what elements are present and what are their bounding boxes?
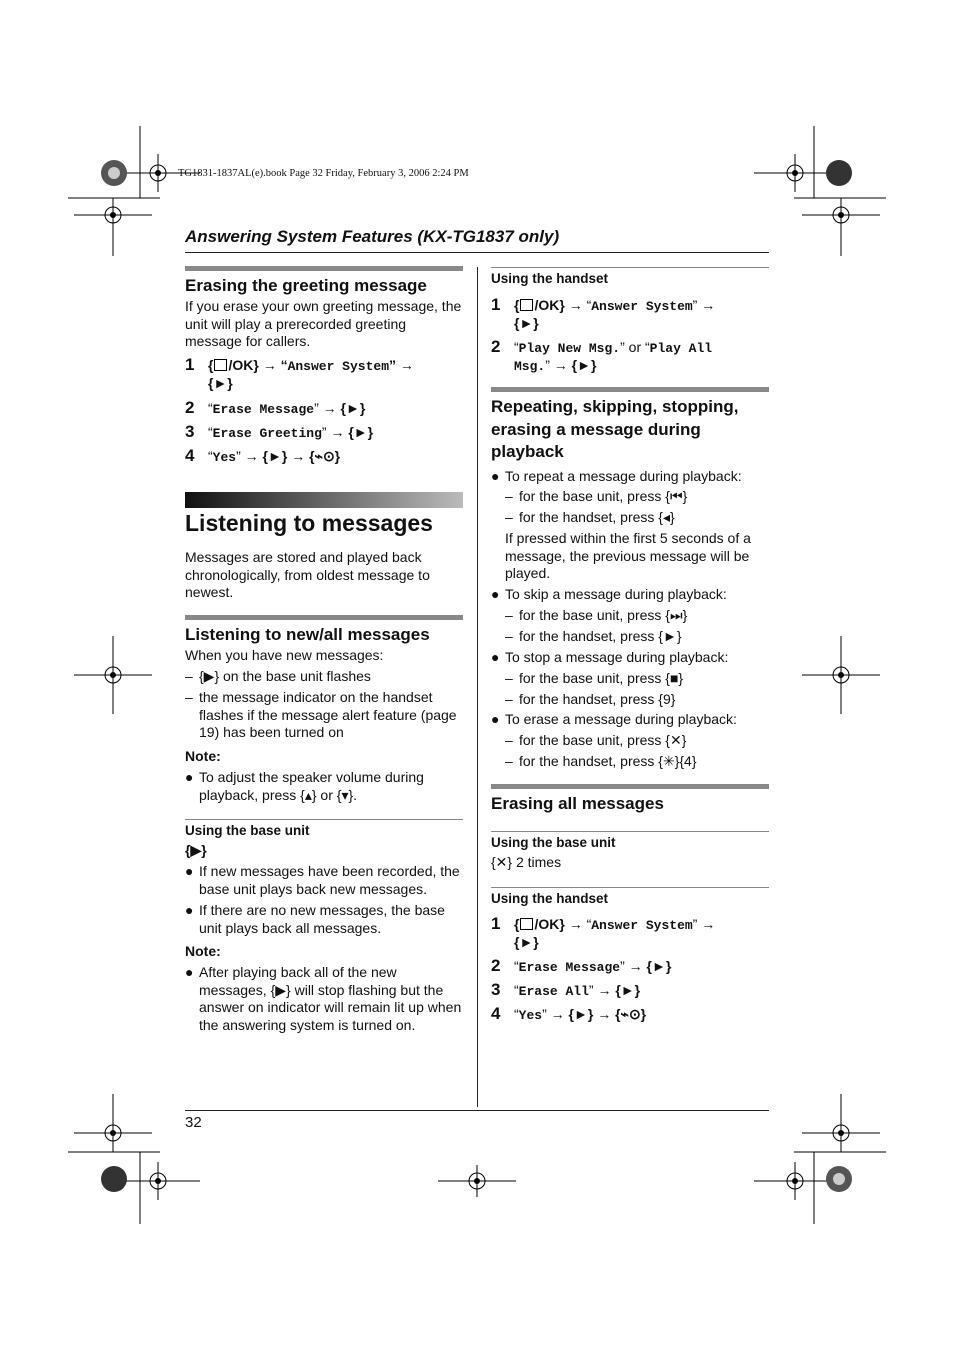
heading-listening: Listening to messages bbox=[185, 510, 433, 536]
repeat-note: If pressed within the first 5 seconds of a message, the previous message will be played. bbox=[505, 530, 751, 581]
heading-new-all: Listening to new/all messages bbox=[185, 625, 430, 644]
subsection-rule bbox=[491, 267, 769, 268]
base-unit-label: Using the base unit bbox=[491, 835, 616, 850]
listening-intro: Messages are stored and played back chronologically, from oldest message to newest. bbox=[185, 549, 430, 600]
menu-icon bbox=[214, 359, 227, 371]
handset-label: Using the handset bbox=[491, 891, 609, 906]
heading-erase-greeting: Erasing the greeting message bbox=[185, 276, 427, 295]
menu-icon bbox=[520, 918, 533, 930]
heading-erase-all: Erasing all messages bbox=[491, 794, 664, 813]
column-divider bbox=[477, 267, 478, 1107]
subsection-rule bbox=[491, 831, 769, 832]
section-bar bbox=[491, 387, 769, 392]
gradient-bar bbox=[185, 492, 463, 508]
note-label: Note: bbox=[185, 748, 221, 764]
page-number: 32 bbox=[185, 1114, 202, 1131]
section-bar bbox=[491, 784, 769, 789]
subsection-rule bbox=[491, 887, 769, 888]
subsection-rule bbox=[185, 819, 463, 820]
base-erase-text: {✕} 2 times bbox=[491, 854, 562, 870]
when-new: When you have new messages: bbox=[185, 647, 384, 663]
footer-rule bbox=[185, 1110, 769, 1111]
menu-icon bbox=[520, 299, 533, 311]
section-bar bbox=[185, 615, 463, 620]
erase-greeting-intro: If you erase your own greeting message, the unit will play a prerecorded greeting message for callers. bbox=[185, 298, 462, 349]
play-key: {▶} bbox=[185, 842, 207, 858]
print-header: TG1831-1837AL(e).book Page 32 Friday, February 3, 2006 2:24 PM bbox=[178, 168, 469, 179]
handset-label: Using the handset bbox=[491, 271, 609, 286]
heading-repeat: Repeating, skipping, stopping, erasing a message during playback bbox=[491, 397, 739, 461]
note-label: Note: bbox=[185, 943, 221, 959]
title-rule bbox=[185, 252, 769, 253]
section-bar bbox=[185, 266, 463, 271]
page-title: Answering System Features (KX-TG1837 only) bbox=[185, 227, 560, 246]
base-unit-label: Using the base unit bbox=[185, 823, 310, 838]
